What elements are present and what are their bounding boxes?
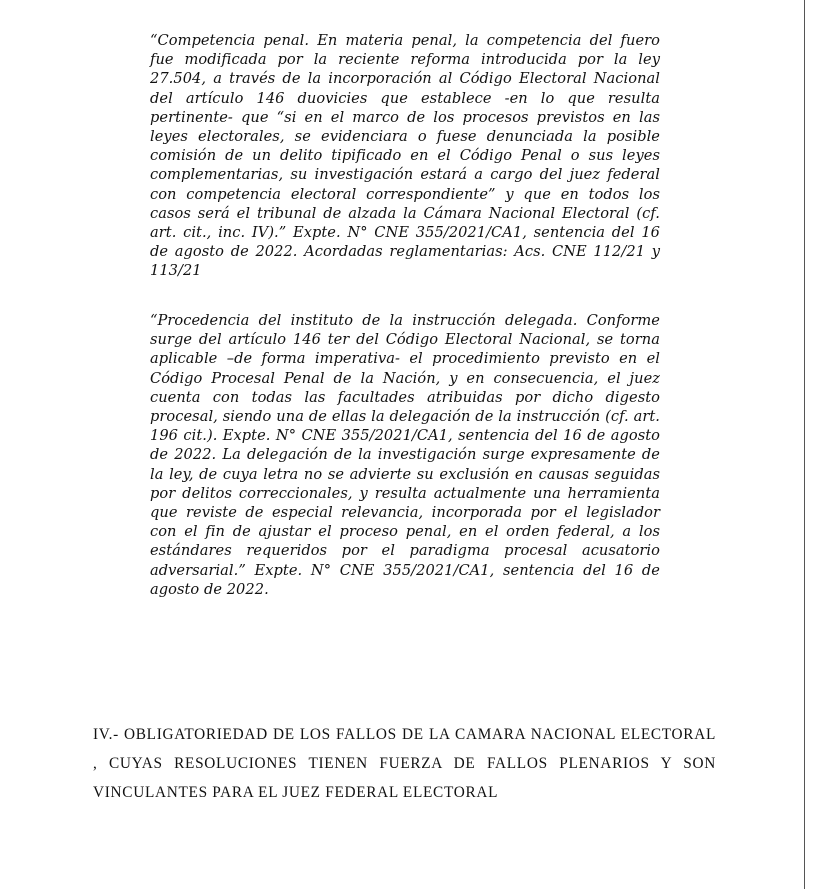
- section-heading: [93, 720, 716, 808]
- quote-block-instruccion-delegada: [150, 311, 660, 599]
- section-heading-text: IV.- OBLIGATORIEDAD DE LOS FALLOS DE LA CAMARA NACIONAL ELECTORAL , CUYAS RESOLUCIONES TIENEN FUERZA DE FALLOS PLENARIOS Y SON VINCULANTES PARA EL JUEZ FEDERAL ELECTORAL: [93, 726, 716, 802]
- page-edge-divider: [804, 0, 815, 889]
- quote-block-competencia-penal: [150, 31, 660, 281]
- quote-text: “Competencia penal. En materia penal, la competencia del fuero fue modificada por la reciente reforma introducida por la ley 27.504, a través de la incorporación al Código Electoral Nacional del artículo 146 duovicies que establece -en lo que resulta pertinente- que “si en el marco de los procesos previstos en las leyes electorales, se evidenciara o fuese denunciada la posible comisión de un delito tipificado en el Código Penal o sus leyes complementarias, su investigación estará a cargo del juez federal con competencia electoral correspondiente” y que en todos los casos será el tribunal de alzada la Cámara Nacional Electoral (cf. art. cit., inc. IV).” Expte. N° CNE 355/2021/CA1, sentencia del 16 de agosto de 2022. Acordadas reglamentarias: Acs. CNE 112/21 y 113/21: [150, 32, 660, 280]
- quote-text: “Procedencia del instituto de la instrucción delegada. Conforme surge del artículo 146 ter del Código Electoral Nacional, se torna aplicable –de forma imperativa- el procedimiento previsto en el Código Procesal Penal de la Nación, y en consecuencia, el juez cuenta con todas las facultades atribuidas por dicho digesto procesal, siendo una de ellas la delegación de la instrucción (cf. art. 196 cit.). Expte. N° CNE 355/2021/CA1, sentencia del 16 de agosto de 2022. La delegación de la investigación surge expresamente de la ley, de cuya letra no se advierte su exclusión en causas seguidas por delitos correccionales, y resulta actualmente una herramienta que reviste de especial relevancia, incorporada por el legislador con el fin de ajustar el proceso penal, en el orden federal, a los estándares requeridos por el paradigma procesal acusatorio adversarial.” Expte. N° CNE 355/2021/CA1, sentencia del 16 de agosto de 2022.: [150, 312, 660, 598]
